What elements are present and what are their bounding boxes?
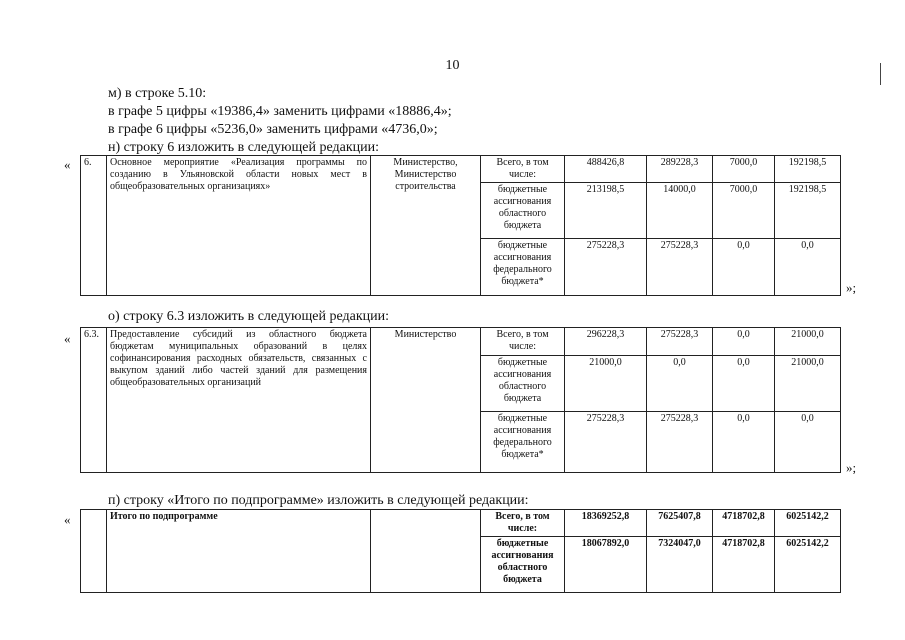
- funding-source: Всего, в том числе:: [481, 156, 565, 183]
- section-p-heading: п) строку «Итого по подпрограмме» изложить в следующей редакции:: [108, 493, 529, 508]
- table-row-total: [80, 509, 841, 593]
- funding-source: бюджетные ассигнования областного бюджета: [481, 537, 565, 593]
- value-cell: 4718702,8: [713, 537, 775, 593]
- section-o-heading: о) строку 6.3 изложить в следующей редакции:: [108, 309, 390, 324]
- open-quote-3: «: [64, 512, 71, 527]
- row-ministry: Министерство: [371, 328, 481, 473]
- value-cell: 21000,0: [775, 356, 841, 412]
- value-cell: 0,0: [713, 239, 775, 296]
- value-cell: 0,0: [713, 412, 775, 473]
- row-number: [81, 510, 107, 593]
- value-cell: 0,0: [775, 412, 841, 473]
- close-quote-1: »;: [846, 280, 857, 295]
- row-name: Основное мероприятие «Реализация программы по созданию в Ульяновской области новых мест в общеобразовательных организациях»: [107, 156, 371, 296]
- value-cell: 6025142,2: [775, 537, 841, 593]
- value-cell: 289228,3: [647, 156, 713, 183]
- value-cell: 213198,5: [565, 183, 647, 239]
- value-cell: 18067892,0: [565, 537, 647, 593]
- row-number: 6.: [81, 156, 107, 296]
- intro-line-4: н) строку 6 изложить в следующей редакции:: [108, 140, 380, 155]
- value-cell: 6025142,2: [775, 510, 841, 537]
- value-cell: 275228,3: [647, 412, 713, 473]
- value-cell: 0,0: [775, 239, 841, 296]
- table-row-6-3: [80, 327, 841, 473]
- value-cell: 192198,5: [775, 183, 841, 239]
- margin-mark: [880, 63, 881, 85]
- row-ministry: Министерство, Министерство строительства: [371, 156, 481, 296]
- funding-source: бюджетные ассигнования областного бюджета: [481, 356, 565, 412]
- value-cell: 488426,8: [565, 156, 647, 183]
- page-number: 10: [445, 58, 460, 73]
- value-cell: 275228,3: [647, 239, 713, 296]
- value-cell: 275228,3: [647, 328, 713, 356]
- value-cell: 0,0: [713, 356, 775, 412]
- funding-source: бюджетные ассигнования областного бюджета: [481, 183, 565, 239]
- value-cell: 18369252,8: [565, 510, 647, 537]
- intro-line-3: в графе 6 цифры «5236,0» заменить цифрами «4736,0»;: [108, 122, 438, 137]
- funding-source: Всего, в том числе:: [481, 510, 565, 537]
- table-row: [81, 328, 841, 356]
- intro-line-1: м) в строке 5.10:: [108, 86, 207, 101]
- table-row: [81, 156, 841, 183]
- funding-source: бюджетные ассигнования федерального бюджета*: [481, 239, 565, 296]
- funding-source: бюджетные ассигнования федерального бюджета*: [481, 412, 565, 473]
- value-cell: 192198,5: [775, 156, 841, 183]
- value-cell: 0,0: [647, 356, 713, 412]
- intro-line-2: в графе 5 цифры «19386,4» заменить цифрами «18886,4»;: [108, 104, 452, 119]
- open-quote-1: «: [64, 157, 71, 172]
- value-cell: 4718702,8: [713, 510, 775, 537]
- table-row-6: [80, 155, 841, 296]
- value-cell: 14000,0: [647, 183, 713, 239]
- value-cell: 7000,0: [713, 183, 775, 239]
- value-cell: 296228,3: [565, 328, 647, 356]
- value-cell: 7000,0: [713, 156, 775, 183]
- value-cell: 0,0: [713, 328, 775, 356]
- funding-source: Всего, в том числе:: [481, 328, 565, 356]
- row-name: Предоставление субсидий из областного бюджета бюджетам муниципальных образований в целях софинансирования расходных обязательств, связанных с выкупом зданий либо частей зданий для размещения общеобразовательных организаций: [107, 328, 371, 473]
- value-cell: 21000,0: [775, 328, 841, 356]
- value-cell: 275228,3: [565, 412, 647, 473]
- value-cell: 21000,0: [565, 356, 647, 412]
- open-quote-2: «: [64, 331, 71, 346]
- close-quote-2: »;: [846, 460, 857, 475]
- row-name: Итого по подпрограмме: [107, 510, 371, 593]
- row-ministry: [371, 510, 481, 593]
- row-number: 6.3.: [81, 328, 107, 473]
- table-row: [81, 510, 841, 537]
- value-cell: 275228,3: [565, 239, 647, 296]
- value-cell: 7324047,0: [647, 537, 713, 593]
- value-cell: 7625407,8: [647, 510, 713, 537]
